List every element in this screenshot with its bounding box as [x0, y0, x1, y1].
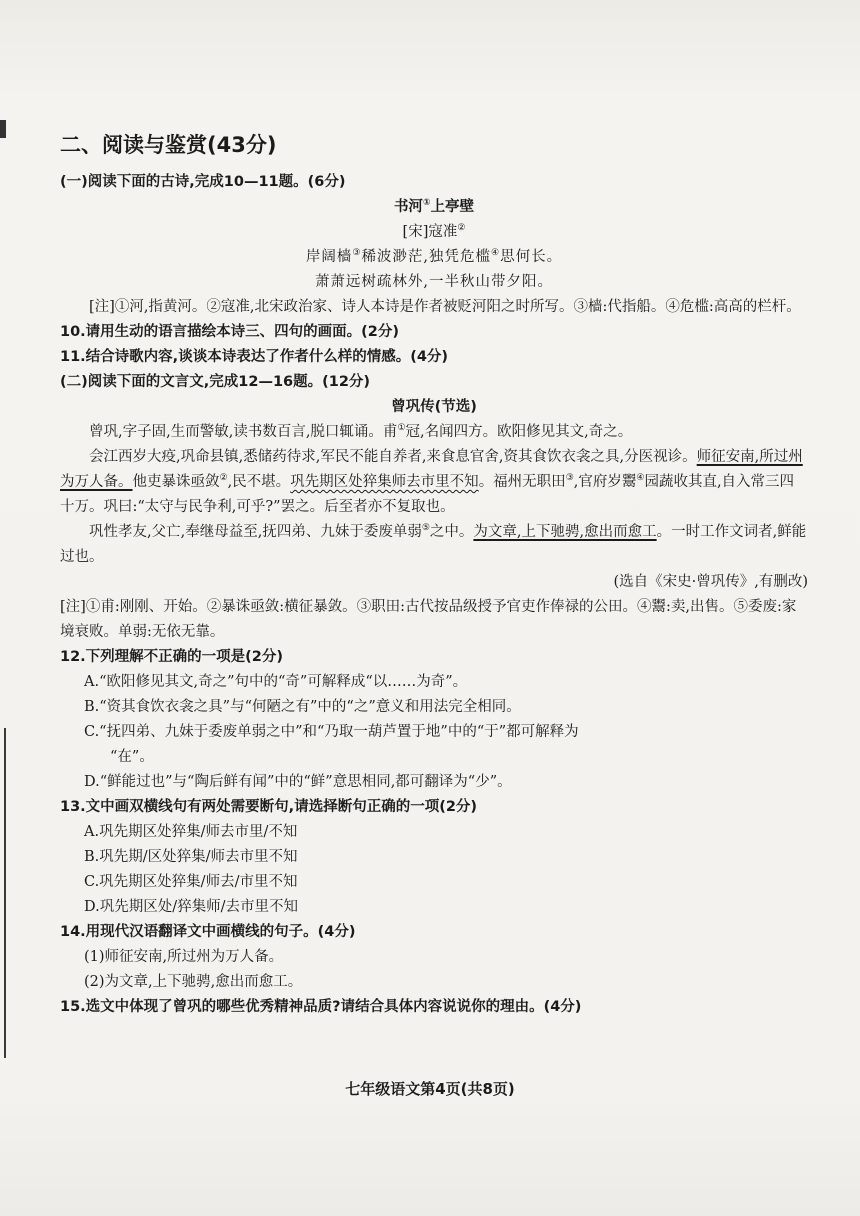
question-14: 14.用现代汉语翻译文中画横线的句子。(4分): [60, 924, 356, 940]
q12-option-c-cont: “在”。: [110, 749, 154, 765]
q12-option-b: B.“资其食饮衣衾之具”与“何陋之有”中的“之”意义和用法完全相同。: [84, 699, 521, 715]
poem-line1-a: 岸阔樯: [305, 249, 353, 265]
poem-title: [60, 195, 808, 220]
question-15: 15.选文中体现了曾巩的哪些优秀精神品质?请结合具体内容说说你的理由。(4分): [60, 999, 582, 1015]
poem-title-sup: ①: [422, 198, 431, 209]
p2-text-c: ,民不堪。: [227, 474, 291, 490]
essay-paragraph-2: [60, 445, 808, 520]
p2-text-e: ,官府岁鬻: [573, 474, 637, 490]
p3-text-a: 巩性孝友,父亡,奉继母益至,抚四弟、九妹于委废单弱: [89, 524, 422, 540]
binding-mark: [0, 120, 6, 138]
poem-author: [60, 220, 808, 245]
poem-line1-sup4: ④: [491, 248, 501, 259]
poem-line1-sup3: ③: [352, 248, 362, 259]
q13-option-c: C.巩先期区处猝集/师去/市里不知: [84, 874, 298, 890]
p1-text-b: 冠,名闻四方。欧阳修见其文,奇之。: [405, 424, 633, 440]
part1-heading: (一)阅读下面的古诗,完成10—11题。(6分): [60, 174, 346, 190]
poem-line1-b: 稀波渺茫,独凭危槛: [361, 249, 492, 265]
question-11: 11.结合诗歌内容,谈谈本诗表达了作者什么样的情感。(4分): [60, 349, 449, 365]
part2-heading: (二)阅读下面的文言文,完成12—16题。(12分): [60, 374, 371, 390]
p3-sup: ⑤: [421, 523, 430, 534]
p3-text-b: 之中。: [429, 524, 474, 540]
p1-text-a: 曾巩,字子固,生而警敏,读书数百言,脱口辄诵。甫: [89, 424, 398, 440]
question-12: 12.下列理解不正确的一项是(2分): [60, 649, 284, 665]
page-content: [60, 128, 808, 1020]
poem-line-2: 萧萧远树疏林外,一半秋山带夕阳。: [314, 274, 554, 290]
essay-title: 曾巩传(节选): [391, 399, 477, 415]
poem-title-b: 上亭壁: [430, 199, 475, 215]
q12-option-d: D.“鲜能过也”与“陶后鲜有闻”中的“鲜”意思相同,都可翻译为“少”。: [84, 774, 512, 790]
q13-option-b: B.巩先期/区处猝集/师去市里不知: [84, 849, 298, 865]
page-footer: 七年级语文第4页(共8页): [345, 1080, 515, 1098]
p2-sup-2: ③: [565, 473, 574, 484]
poem-note: [注]①河,指黄河。②寇准,北宋政治家、诗人本诗是作者被贬河阳之时所写。③樯:代指船。④危槛:高高的栏杆。: [89, 299, 801, 315]
p2-text-a: 会江西岁大疫,巩命县镇,悉储药待求,军民不能自养者,来食息官舍,资其食饮衣衾之具,分医视诊。: [89, 449, 697, 465]
q13-option-d: D.巩先期区处/猝集师/去市里不知: [84, 899, 298, 915]
poem-line-1: [60, 245, 808, 270]
q13-option-a: A.巩先期区处猝集/师去市里/不知: [84, 824, 298, 840]
poem-title-a: 书河: [393, 199, 423, 215]
double-underlined-sentence: 巩先期区处猝集师去市里不知: [290, 474, 479, 490]
underlined-sentence-2: 为文章,上下驰骋,愈出而愈工: [473, 524, 657, 540]
q12-option-a: A.“欧阳修见其文,奇之”句中的“奇”可解释成“以……为奇”。: [84, 674, 468, 690]
p2-sup-1: ②: [219, 473, 228, 484]
underlined-sentence-1: 师征安南,所过州为万人备。: [60, 449, 803, 490]
q14-sentence-2: (2)为文章,上下驰骋,愈出而愈工。: [84, 974, 303, 990]
essay-paragraph-1: [60, 420, 808, 445]
p2-text-b: 他吏暴诛亟敛: [132, 474, 220, 490]
p2-text-f: 园蔬收其直,自入常三四十万。巩曰:“太守与民争利,可乎?”罢之。后至者亦不复取也。: [60, 474, 795, 515]
question-13: 13.文中画双横线句有两处需要断句,请选择断句正确的一项(2分): [60, 799, 478, 815]
p1-sup: ①: [397, 423, 406, 434]
question-10: 10.请用生动的语言描绘本诗三、四句的画面。(2分): [60, 324, 400, 340]
essay-paragraph-3: [60, 520, 808, 570]
p2-sup-3: ④: [636, 473, 645, 484]
q14-sentence-1: (1)师征安南,所过州为万人备。: [84, 949, 284, 965]
essay-source: (选自《宋史·曾巩传》,有删改): [613, 574, 808, 590]
q12-option-c: C.“抚四弟、九妹于委废单弱之中”和“乃取一葫芦置于地”中的“于”都可解释为: [84, 724, 579, 740]
p3-text-c: 。一时工作文词者,鲜能过也。: [60, 524, 807, 565]
page-edge-line: [4, 728, 6, 1058]
p2-text-d: 。福州无职田: [478, 474, 566, 490]
poem-line1-c: 思何长。: [500, 249, 563, 265]
essay-note: [注]①甫:刚刚、开始。②暴诛亟敛:横征暴敛。③职田:古代按品级授予官吏作俸禄的公田。④鬻:卖,出售。⑤委废:家境衰败。单弱:无依无靠。: [60, 599, 797, 640]
poem-author-sup: ②: [457, 223, 466, 234]
poem-author-text: [宋]寇准: [402, 224, 458, 240]
section-title: 二、阅读与鉴赏(43分): [60, 133, 277, 157]
